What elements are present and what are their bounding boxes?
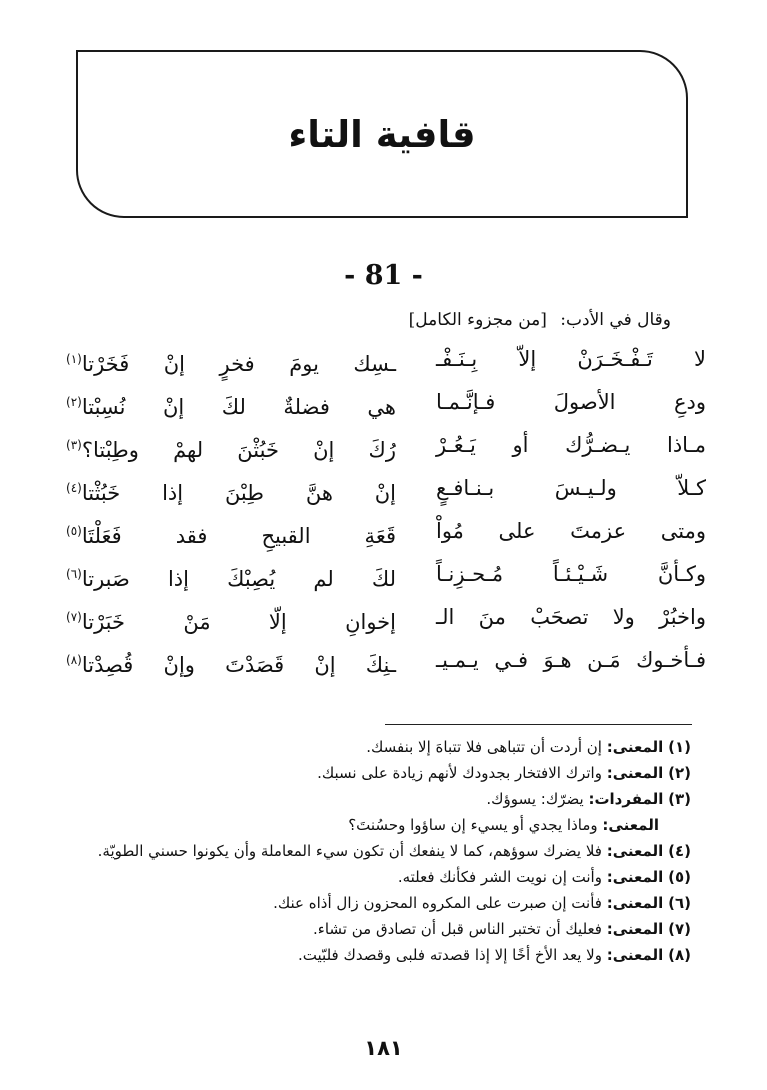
verse-second-hemistich — [66, 596, 396, 639]
poem-number: - 81 - — [344, 260, 423, 291]
footnote-ref: (٧) — [66, 610, 82, 624]
footnote-text: فلا يضرك سوؤهم، كما لا ينفعك أن تكون سيء المعاملة وأن يكونوا حسني الطويّة. — [97, 842, 602, 860]
verse-first-hemistich: وكـأنَّ شَـيْـئـاً مُـحـزِنـاً — [436, 562, 706, 586]
footnotes — [71, 734, 691, 968]
verse-first-hemistich: لا تَـفْـخَـرَنْ إلاّ بِـنَـفْـ — [436, 347, 706, 371]
verse-first-hemistich: فـأخـوك مَـن هـوَ فـي يـمـيـ — [436, 648, 706, 672]
footnote-label: المفردات: — [588, 790, 664, 808]
footnote-number: (٧) — [668, 920, 691, 938]
verse-first-hemistich: كـلاّ ولـيـسَ بـنـافـعٍ — [436, 476, 706, 500]
verse-second-hemistich — [66, 467, 396, 510]
verse-second-text: ـنِكَ إنْ قَصَدْتَ وإنْ قُصِدْتا — [81, 653, 396, 677]
verse-first-hemistich: ومتى عزمتَ على مُواْ — [436, 519, 706, 543]
verse-second-hemistich — [66, 381, 396, 424]
footnote-text: فأنت إن صبرت على المكروه المحزون زال أذاه عنك. — [273, 894, 602, 912]
footnote-ref: (٣) — [66, 438, 82, 452]
footnote — [71, 864, 691, 890]
footnote-label: المعنى: — [606, 920, 664, 938]
chapter-title-frame — [76, 50, 688, 218]
footnote-text: واترك الافتخار بجدودك لأنهم زيادة على نسبك. — [317, 764, 602, 782]
footnote-text: ولا يعد الأخ أخًا إلا إذا قصدته فلبى وقصدك فلبّيت. — [298, 946, 602, 964]
verse-first-hemistich: واخبُرْ ولا تصحَبْ منَ الـ — [436, 605, 706, 629]
footnote-label: المعنى: — [602, 816, 659, 834]
verse-second-text: قَعَةِ القبيحِ فقد فَعَلْتَا — [81, 524, 396, 548]
verse-second-text: إخوانِ إلّا مَنْ خَبَرْتا — [81, 610, 396, 634]
verse-line — [66, 381, 706, 424]
footnote — [71, 786, 691, 812]
footnote — [71, 890, 691, 916]
verse-line — [66, 596, 706, 639]
poem-verses — [66, 338, 706, 682]
footnote-label: المعنى: — [606, 738, 664, 756]
footnote — [71, 942, 691, 968]
footnote-ref: (٢) — [66, 395, 82, 409]
footnote-ref: (٦) — [66, 567, 82, 581]
footnote-number: (٦) — [668, 894, 691, 912]
footnote — [71, 734, 691, 760]
footnote-text: فعليك أن تختبر الناس قبل أن تصادق من تشاء. — [313, 920, 602, 938]
verse-line — [66, 424, 706, 467]
footnote-text: وأنت إن نويت الشر فكأنك فعلته. — [397, 868, 602, 886]
footnote-ref: (٤) — [66, 481, 82, 495]
verse-line — [66, 338, 706, 381]
verse-first-hemistich: ودعِ الأصولَ فـإنَّـمـا — [436, 390, 706, 414]
verse-second-hemistich — [66, 338, 396, 381]
footnote-label: المعنى: — [606, 764, 664, 782]
verse-second-hemistich — [66, 553, 396, 596]
footnote-label: المعنى: — [606, 868, 664, 886]
footnote-number: (٣) — [668, 790, 691, 808]
footnote-text: وماذا يجدي أو يسيء إن ساؤوا وحسُنتَ؟ — [348, 816, 598, 834]
footnote — [71, 812, 691, 838]
footnote-ref: (١) — [66, 352, 82, 366]
footnote — [71, 760, 691, 786]
intro-text: وقال في الأدب: — [560, 310, 671, 330]
verse-second-text: ـسِك يومَ فخرٍ إنْ فَخَرْتا — [81, 352, 396, 376]
footnote-number: (٤) — [668, 842, 691, 860]
meter-label: [من مجزوء الكامل] — [408, 310, 547, 330]
footnote-label: المعنى: — [606, 842, 664, 860]
verse-second-text: هي فضلةٌ لكَ إنْ نُسِبْتا — [81, 395, 396, 419]
footnote-ref: (٥) — [66, 524, 82, 538]
footnote-ref: (٨) — [66, 653, 82, 667]
verse-second-text: رُكَ إنْ خَبُثْنَ لهمْ وطِبْتا؟ — [81, 438, 396, 462]
verse-second-hemistich — [66, 639, 396, 682]
verse-line — [66, 553, 706, 596]
footnote — [71, 916, 691, 942]
verse-second-text: إنْ هنَّ طِبْنَ إذا خَبُثْتا — [81, 481, 396, 505]
verse-second-text: لكَ لم يُصِبْكَ إذا صَبرتا — [81, 567, 396, 591]
footnote-text: إن أردت أن تتباهى فلا تتباهَ إلا بنفسك. — [366, 738, 602, 756]
footnote-number: (٢) — [668, 764, 691, 782]
verse-second-hemistich — [66, 510, 396, 553]
chapter-title: قافية التاء — [288, 112, 476, 156]
footnote-number: (١) — [668, 738, 691, 756]
footnote-number: (٨) — [668, 946, 691, 964]
footnote-label: المعنى: — [606, 894, 664, 912]
verse-line — [66, 467, 706, 510]
footnote-number: (٥) — [668, 868, 691, 886]
page-number: ١٨١ — [364, 1036, 403, 1060]
poem-intro — [409, 310, 671, 330]
footnote — [71, 838, 691, 864]
verse-second-hemistich — [66, 424, 396, 467]
verse-line — [66, 510, 706, 553]
footnote-label: المعنى: — [606, 946, 664, 964]
verse-first-hemistich: مـاذا يـضـرُّك أو يَـعُـرْ — [436, 433, 706, 457]
verse-line — [66, 639, 706, 682]
footnote-text: يضرّك: يسوؤك. — [486, 790, 584, 808]
footnote-divider — [385, 724, 692, 725]
